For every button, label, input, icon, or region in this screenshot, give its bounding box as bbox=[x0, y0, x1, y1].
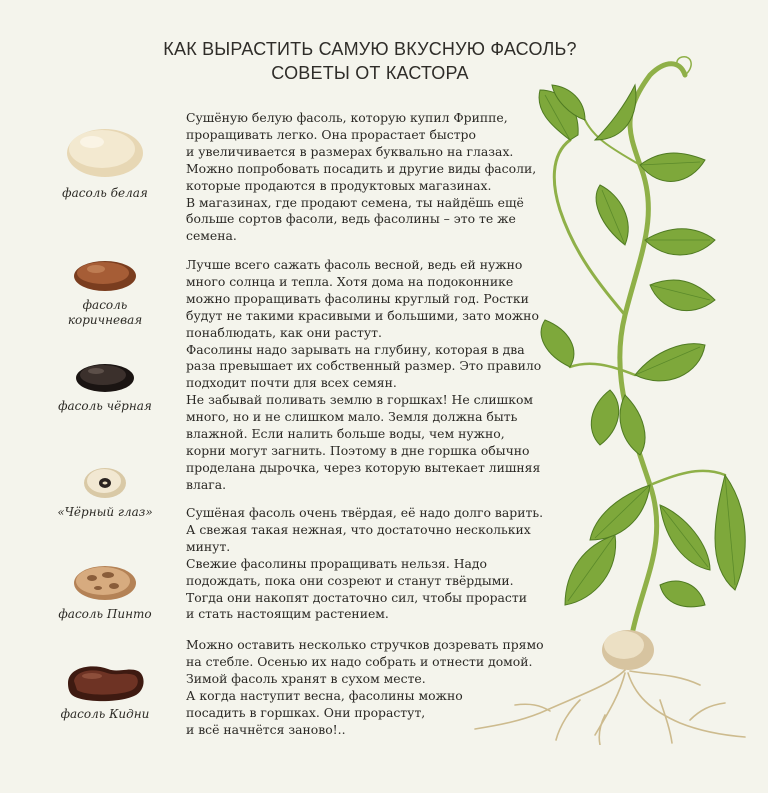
bean-label: «Чёрный глаз» bbox=[57, 505, 153, 519]
white-bean-icon bbox=[62, 122, 148, 182]
bean-black bbox=[30, 361, 180, 414]
bean-pinto bbox=[30, 563, 180, 622]
paragraph-3: Сушёная фасоль очень твёрдая, её надо долго варить. А свежая такая нежная, что достаточно нескольких минут. Свежие фасолины проращивать нельзя. Надо подождать, пока они созреют и станут твёрдыми. Тогда они накопят достаточно сил, чтобы прорасти и стать настоящим растением. bbox=[186, 505, 544, 622]
seed-icon bbox=[602, 630, 654, 670]
brown-bean-icon bbox=[70, 258, 140, 294]
bean-label: фасоль белая bbox=[62, 186, 148, 200]
roots-icon bbox=[475, 670, 745, 745]
bean-brown bbox=[30, 258, 180, 328]
bean-white bbox=[30, 122, 180, 201]
bean-kidney bbox=[30, 661, 180, 722]
paragraph-1: Сушёную белую фасоль, которую купил Фриппе, проращивать легко. Она прорастает быстро и увеличивается в размерах буквально на глазах. Можно попробовать посадить и другие виды фасоли, которые продаются в продуктовых магазинах. В магазинах, где продают семена, ты найдёшь ещё больше сортов фасоли, ведь фасолины – это те же семена. bbox=[186, 110, 537, 244]
kidney-bean-icon bbox=[62, 661, 148, 703]
black-bean-icon bbox=[72, 361, 138, 395]
paragraph-2: Лучше всего сажать фасоль весной, ведь ей нужно много солнца и тепла. Хотя дома на подоконнике можно проращивать фасолины круглый год. Ростки будут не такими красивыми и большими, зато можно понаблюдать, как они растут. Фасолины надо зарывать на глубину, которая в два раза превышает их собственный размер. Это правило подходит почти для всех семян. Не забывай поливать землю в горшках! Не слишком много, но и не слишком мало. Земля должна быть влажной. Если налить больше воды, чем нужно, корни могут загнить. Поэтому в дне горшка обычно проделана дырочка, через которую вытекает лишняя влага. bbox=[186, 257, 542, 492]
black-eyed-bean-icon bbox=[80, 465, 130, 501]
bean-plant-illustration bbox=[460, 45, 760, 745]
bean-label: фасоль коричневая bbox=[67, 298, 143, 327]
bean-black-eye bbox=[30, 465, 180, 520]
leaves-icon bbox=[539, 85, 745, 607]
bean-label: фасоль Кидни bbox=[60, 707, 150, 721]
pinto-bean-icon bbox=[70, 563, 140, 603]
page-title: КАК ВЫРАСТИТЬ САМУЮ ВКУСНУЮ ФАСОЛЬ? bbox=[163, 39, 577, 59]
bean-label: фасоль Пинто bbox=[58, 607, 152, 621]
bean-label: фасоль чёрная bbox=[58, 399, 152, 413]
page-subtitle: СОВЕТЫ ОТ КАСТОРА bbox=[271, 63, 469, 83]
paragraph-4: Можно оставить несколько стручков дозревать прямо на стебле. Осенью их надо собрать и отнести домой. Зимой фасоль хранят в сухом месте. А когда наступит весна, фасолины можно посадить в горшках. Они прорастут, и всё начнётся заново!.. bbox=[186, 637, 544, 737]
